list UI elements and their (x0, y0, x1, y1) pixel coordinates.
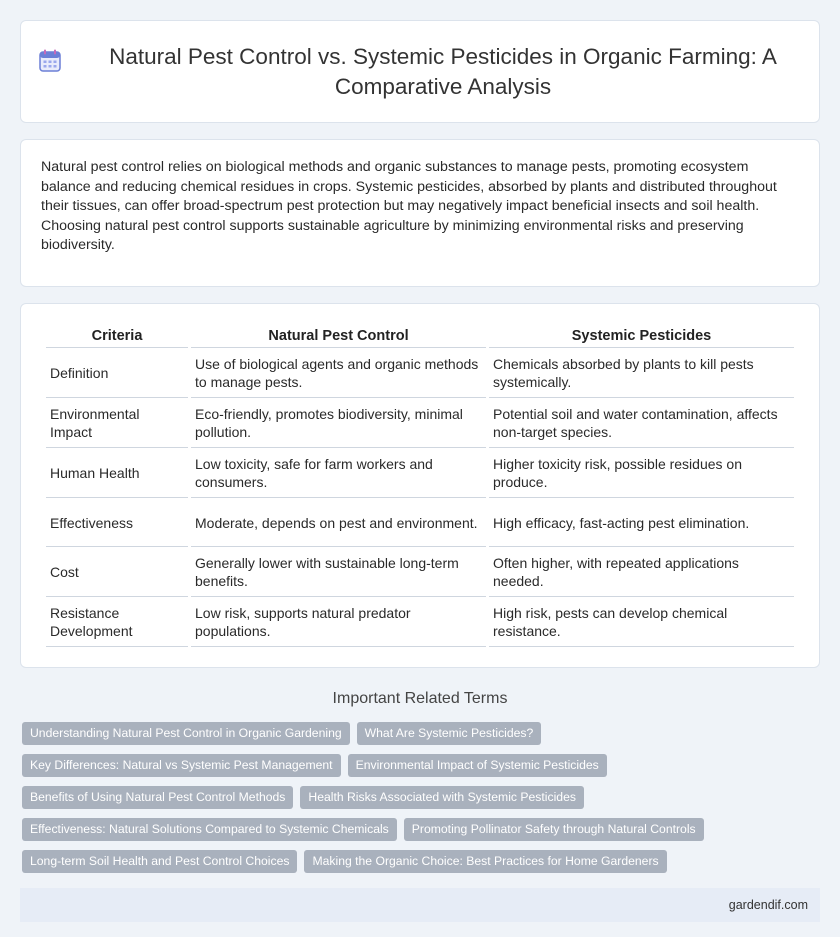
row-systemic: Chemicals absorbed by plants to kill pests systemically. (489, 348, 794, 398)
table-row (46, 348, 794, 398)
related-term-link[interactable]: What Are Systemic Pesticides? (357, 722, 542, 745)
table-row (46, 547, 794, 597)
related-term-link[interactable]: Promoting Pollinator Safety through Natural Controls (404, 818, 704, 841)
row-systemic: Potential soil and water contamination, affects non-target species. (489, 398, 794, 448)
row-systemic: High risk, pests can develop chemical resistance. (489, 597, 794, 647)
row-natural: Generally lower with sustainable long-term benefits. (191, 547, 486, 597)
table-row (46, 597, 794, 647)
intro-paragraph: Natural pest control relies on biological methods and organic substances to manage pests, promoting ecosystem balance and reducing chemical residues in crops. Systemic pesticides, absorbed by plants and distributed throughout their tissues, can offer broad-spectrum pest protection but may negatively impact beneficial insects and soil health. Choosing natural pest control supports sustainable agriculture by minimizing environmental risks and preserving biodiversity. (41, 159, 777, 254)
table-header-row (46, 322, 794, 348)
related-term-link[interactable]: Understanding Natural Pest Control in Organic Gardening (22, 722, 350, 745)
row-criteria: Definition (46, 348, 188, 398)
header-criteria: Criteria (46, 322, 188, 348)
table-row (46, 498, 794, 547)
header-natural: Natural Pest Control (191, 322, 486, 348)
row-natural: Moderate, depends on pest and environment. (191, 498, 486, 547)
related-term-link[interactable]: Environmental Impact of Systemic Pesticides (348, 754, 607, 777)
footer (20, 888, 820, 922)
table-row (46, 398, 794, 448)
row-criteria: Human Health (46, 448, 188, 498)
row-criteria: Environmental Impact (46, 398, 188, 448)
row-criteria: Cost (46, 547, 188, 597)
comparison-card (20, 303, 820, 668)
intro-card (20, 139, 820, 287)
row-criteria: Resistance Development (46, 597, 188, 647)
header-systemic: Systemic Pesticides (489, 322, 794, 348)
table-row (46, 448, 794, 498)
related-terms-list (0, 722, 840, 873)
page-title: Natural Pest Control vs. Systemic Pesticides in Organic Farming: A Comparative Analysis (109, 43, 777, 99)
row-systemic: High efficacy, fast-acting pest elimination. (489, 498, 794, 547)
related-term-link[interactable]: Making the Organic Choice: Best Practices for Home Gardeners (304, 850, 666, 873)
row-criteria: Effectiveness (46, 498, 188, 547)
footer-site-link[interactable]: gardendif.com (728, 898, 808, 912)
row-natural: Use of biological agents and organic methods to manage pests. (191, 348, 486, 398)
related-term-link[interactable]: Long-term Soil Health and Pest Control Choices (22, 850, 297, 873)
related-term-link[interactable]: Effectiveness: Natural Solutions Compared to Systemic Chemicals (22, 818, 397, 841)
row-systemic: Often higher, with repeated applications needed. (489, 547, 794, 597)
comparison-table (43, 322, 797, 647)
related-term-link[interactable]: Health Risks Associated with Systemic Pesticides (300, 786, 584, 809)
header-card (20, 20, 820, 123)
calendar-icon (37, 48, 63, 74)
related-term-link[interactable]: Benefits of Using Natural Pest Control Methods (22, 786, 293, 809)
row-natural: Low toxicity, safe for farm workers and consumers. (191, 448, 486, 498)
related-terms-heading: Important Related Terms (332, 690, 508, 707)
row-natural: Low risk, supports natural predator populations. (191, 597, 486, 647)
row-systemic: Higher toxicity risk, possible residues on produce. (489, 448, 794, 498)
row-natural: Eco-friendly, promotes biodiversity, minimal pollution. (191, 398, 486, 448)
related-term-link[interactable]: Key Differences: Natural vs Systemic Pest Management (22, 754, 341, 777)
